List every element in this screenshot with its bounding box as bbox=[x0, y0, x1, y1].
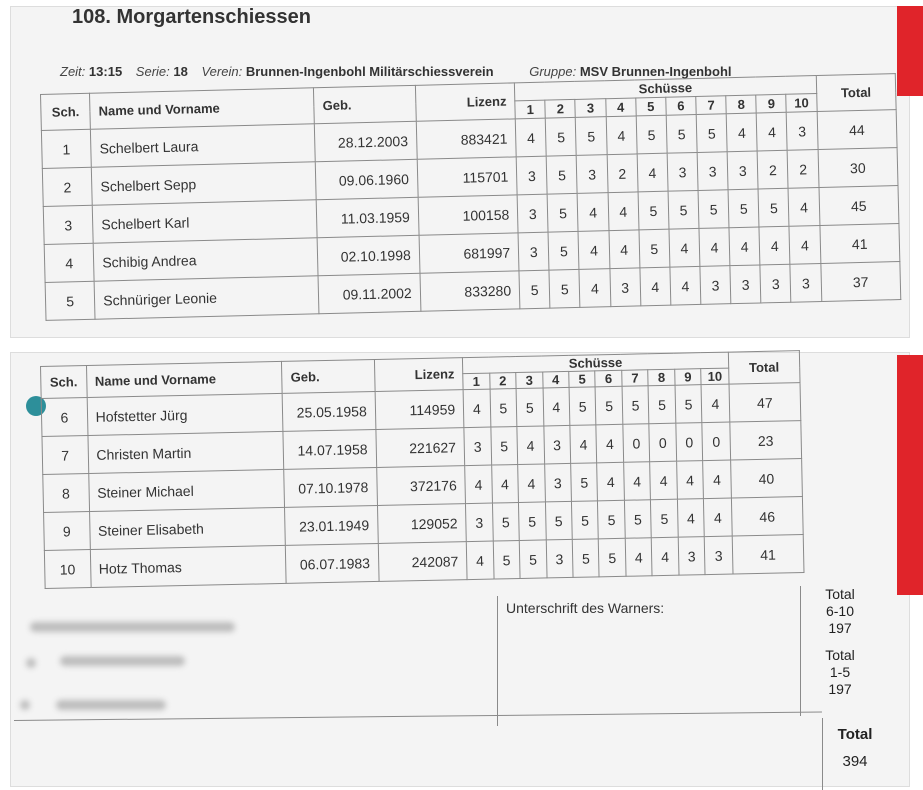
score-table-1-5 bbox=[40, 73, 901, 321]
shot-score: 5 bbox=[758, 188, 789, 227]
shot-score: 2 bbox=[607, 154, 638, 193]
gruppe-label: Gruppe: bbox=[529, 64, 577, 79]
signature-label: Unterschrift des Warners: bbox=[506, 600, 665, 616]
shot-score: 0 bbox=[702, 422, 730, 461]
total-6-10-value: 197 bbox=[828, 620, 852, 636]
col-geb: Geb. bbox=[282, 359, 375, 393]
shooter-name: Hofstetter Jürg bbox=[87, 393, 284, 435]
birth-date: 28.12.2003 bbox=[315, 121, 417, 161]
shot-score: 3 bbox=[518, 232, 549, 271]
shot-score: 5 bbox=[596, 386, 623, 425]
shot-score: 2 bbox=[757, 150, 788, 189]
shot-score: 4 bbox=[491, 465, 518, 504]
shot-score: 2 bbox=[788, 150, 819, 189]
shot-score: 5 bbox=[572, 539, 599, 578]
shooter-name: Steiner Elisabeth bbox=[89, 507, 286, 549]
shot-score: 4 bbox=[625, 538, 652, 577]
shot-score: 5 bbox=[569, 387, 596, 426]
license-number: 100158 bbox=[418, 195, 518, 235]
shot-score: 3 bbox=[464, 427, 491, 466]
shot-score: 4 bbox=[465, 465, 492, 504]
license-number: 372176 bbox=[376, 466, 465, 506]
shot-score: 4 bbox=[578, 193, 609, 232]
shot-number: 5 bbox=[569, 371, 596, 388]
shot-score: 4 bbox=[518, 464, 545, 503]
shot-score: 4 bbox=[788, 188, 819, 227]
row-total: 40 bbox=[730, 459, 802, 498]
shot-number: 6 bbox=[595, 370, 622, 387]
series-info bbox=[60, 64, 742, 79]
row-total: 46 bbox=[731, 497, 803, 536]
shot-score: 5 bbox=[622, 386, 649, 425]
shot-score: 4 bbox=[597, 462, 624, 501]
shooter-number: 3 bbox=[43, 205, 93, 244]
shot-score: 0 bbox=[623, 424, 650, 463]
shot-score: 4 bbox=[515, 118, 546, 157]
shot-number: 6 bbox=[666, 96, 697, 115]
shot-score: 5 bbox=[668, 190, 699, 229]
photo-top bbox=[10, 6, 910, 338]
verein-label: Verein: bbox=[201, 64, 243, 79]
license-number: 114959 bbox=[375, 390, 464, 430]
shot-score: 5 bbox=[519, 502, 546, 541]
col-geb: Geb. bbox=[314, 85, 416, 123]
signature-divider bbox=[497, 596, 498, 726]
shooter-name: Steiner Michael bbox=[88, 469, 285, 511]
shot-score: 3 bbox=[544, 463, 571, 502]
blurred-text bbox=[60, 656, 185, 666]
birth-date: 09.06.1960 bbox=[316, 159, 418, 199]
shot-score: 4 bbox=[608, 192, 639, 231]
col-schuesse: Schüsse bbox=[463, 352, 729, 374]
birth-date: 06.07.1983 bbox=[286, 543, 379, 583]
score-table-6-10 bbox=[40, 350, 805, 589]
shot-score: 4 bbox=[579, 269, 610, 308]
shot-number: 1 bbox=[515, 100, 546, 119]
shot-score: 4 bbox=[517, 426, 544, 465]
shot-number: 2 bbox=[545, 99, 576, 118]
shot-score: 5 bbox=[547, 193, 578, 232]
shot-score: 3 bbox=[704, 536, 732, 575]
total-1-5-range: 1-5 bbox=[829, 664, 851, 680]
birth-date: 07.10.1978 bbox=[284, 467, 377, 507]
shooter-name: Schnüriger Leonie bbox=[94, 276, 319, 319]
shooter-name: Schelbert Karl bbox=[92, 200, 317, 243]
shot-score: 4 bbox=[596, 424, 623, 463]
shot-score: 5 bbox=[546, 117, 577, 156]
subtotals bbox=[800, 586, 880, 698]
shot-score: 5 bbox=[516, 388, 543, 427]
total-1-5-value: 197 bbox=[828, 681, 852, 697]
verein-value: Brunnen-Ingenbohl Militärschiessverein bbox=[245, 64, 494, 79]
shot-score: 4 bbox=[570, 425, 597, 464]
col-total: Total bbox=[816, 74, 896, 112]
shot-score: 4 bbox=[670, 266, 701, 305]
shot-score: 4 bbox=[677, 499, 704, 538]
blurred-text bbox=[26, 658, 36, 668]
shot-score: 0 bbox=[676, 423, 703, 462]
birth-date: 09.11.2002 bbox=[318, 273, 420, 313]
blurred-text bbox=[56, 700, 166, 710]
col-name: Name und Vorname bbox=[90, 88, 315, 129]
license-number: 883421 bbox=[416, 119, 516, 159]
shooter-number: 6 bbox=[41, 398, 87, 437]
shot-score: 5 bbox=[491, 427, 518, 466]
shot-score: 5 bbox=[666, 114, 697, 153]
col-name: Name und Vorname bbox=[86, 361, 282, 397]
shot-score: 4 bbox=[703, 460, 731, 499]
shot-score: 4 bbox=[759, 226, 790, 265]
shot-score: 3 bbox=[543, 425, 570, 464]
shooter-number: 8 bbox=[43, 474, 89, 513]
shot-score: 3 bbox=[787, 112, 818, 151]
shot-number: 7 bbox=[696, 96, 727, 115]
shot-score: 3 bbox=[667, 152, 698, 191]
serie-value: 18 bbox=[173, 64, 188, 79]
shot-number: 10 bbox=[786, 94, 817, 113]
shooter-number: 9 bbox=[44, 512, 90, 551]
shot-score: 3 bbox=[546, 539, 573, 578]
shooter-number: 1 bbox=[41, 129, 91, 168]
shot-score: 5 bbox=[624, 500, 651, 539]
shooter-number: 2 bbox=[42, 167, 92, 206]
shot-score: 4 bbox=[756, 112, 787, 151]
zeit-label: Zeit: bbox=[60, 64, 86, 79]
shot-score: 4 bbox=[652, 537, 679, 576]
shot-number: 7 bbox=[622, 370, 649, 387]
shot-score: 5 bbox=[576, 117, 607, 156]
license-number: 242087 bbox=[378, 542, 467, 582]
shot-score: 3 bbox=[678, 537, 705, 576]
shot-number: 3 bbox=[575, 99, 606, 118]
shot-score: 5 bbox=[648, 385, 675, 424]
col-sch: Sch. bbox=[41, 366, 87, 399]
col-lizenz: Lizenz bbox=[415, 83, 515, 121]
shooter-number: 4 bbox=[44, 243, 94, 282]
blurred-text bbox=[20, 700, 30, 710]
shot-score: 5 bbox=[492, 503, 519, 542]
grand-total-value: 394 bbox=[842, 753, 868, 770]
row-total: 41 bbox=[820, 224, 900, 264]
shot-score: 4 bbox=[543, 387, 570, 426]
shot-score: 5 bbox=[696, 114, 727, 153]
grand-total bbox=[820, 726, 890, 770]
shot-score: 3 bbox=[730, 265, 761, 304]
shot-score: 3 bbox=[727, 151, 758, 190]
shot-score: 3 bbox=[466, 503, 493, 542]
shot-score: 3 bbox=[697, 152, 728, 191]
shot-score: 3 bbox=[790, 263, 821, 302]
shot-score: 3 bbox=[610, 268, 641, 307]
row-total: 41 bbox=[732, 535, 804, 574]
shot-score: 5 bbox=[651, 499, 678, 538]
zeit-value: 13:15 bbox=[88, 64, 123, 79]
shot-number: 10 bbox=[701, 368, 729, 385]
shot-score: 5 bbox=[545, 501, 572, 540]
shot-score: 5 bbox=[571, 501, 598, 540]
blurred-text bbox=[30, 622, 235, 632]
shot-score: 5 bbox=[698, 190, 729, 229]
total-6-10-range: 6-10 bbox=[825, 603, 855, 619]
shot-score: 5 bbox=[546, 155, 577, 194]
shooter-name: Christen Martin bbox=[88, 431, 285, 473]
shooter-number: 10 bbox=[44, 549, 90, 588]
row-total: 44 bbox=[817, 110, 897, 150]
shooter-name: Hotz Thomas bbox=[90, 545, 287, 587]
shot-score: 4 bbox=[640, 267, 671, 306]
shot-score: 4 bbox=[463, 389, 490, 428]
shot-score: 4 bbox=[637, 153, 668, 192]
shot-score: 4 bbox=[466, 541, 493, 580]
shot-score: 5 bbox=[638, 191, 669, 230]
license-number: 221627 bbox=[376, 428, 465, 468]
serie-label: Serie: bbox=[135, 64, 170, 79]
col-total: Total bbox=[728, 351, 800, 384]
shooter-number: 7 bbox=[42, 436, 88, 475]
shot-number: 3 bbox=[516, 372, 543, 389]
shot-score: 3 bbox=[577, 155, 608, 194]
shot-score: 5 bbox=[548, 231, 579, 270]
shot-score: 5 bbox=[636, 115, 667, 154]
shot-score: 5 bbox=[675, 385, 702, 424]
row-total: 45 bbox=[819, 186, 899, 226]
shot-score: 5 bbox=[549, 269, 580, 308]
shot-score: 4 bbox=[729, 227, 760, 266]
background-red-edge bbox=[897, 355, 923, 595]
birth-date: 23.01.1949 bbox=[285, 505, 378, 545]
shot-score: 5 bbox=[728, 189, 759, 228]
shot-score: 4 bbox=[609, 230, 640, 269]
shot-number: 8 bbox=[726, 95, 757, 114]
shooter-name: Schibig Andrea bbox=[93, 238, 318, 281]
shooter-number: 5 bbox=[45, 281, 95, 320]
shot-score: 4 bbox=[789, 225, 820, 264]
shot-score: 5 bbox=[599, 538, 626, 577]
shot-number: 9 bbox=[675, 369, 702, 386]
shot-number: 8 bbox=[648, 369, 675, 386]
shot-score: 4 bbox=[669, 228, 700, 267]
shot-number: 5 bbox=[636, 97, 667, 116]
row-total: 23 bbox=[730, 421, 802, 460]
shot-number: 1 bbox=[463, 373, 490, 390]
row-total: 47 bbox=[729, 383, 801, 422]
shot-number: 4 bbox=[605, 98, 636, 117]
shot-score: 4 bbox=[726, 113, 757, 152]
gruppe-value: MSV Brunnen-Ingenbohl bbox=[579, 64, 732, 79]
total-1-5-label: Total bbox=[825, 647, 855, 663]
shot-score: 4 bbox=[578, 231, 609, 270]
birth-date: 14.07.1958 bbox=[283, 429, 376, 469]
shot-score: 5 bbox=[490, 389, 517, 428]
shot-score: 4 bbox=[606, 116, 637, 155]
license-number: 681997 bbox=[419, 233, 519, 273]
row-total: 30 bbox=[818, 148, 898, 188]
shot-score: 5 bbox=[571, 463, 598, 502]
row-total: 37 bbox=[820, 262, 900, 302]
shot-score: 5 bbox=[598, 500, 625, 539]
shot-score: 3 bbox=[700, 266, 731, 305]
shot-score: 4 bbox=[676, 461, 703, 500]
col-sch: Sch. bbox=[41, 93, 91, 130]
shooter-name: Schelbert Sepp bbox=[92, 162, 317, 205]
total-6-10-label: Total bbox=[825, 586, 855, 602]
shot-score: 4 bbox=[704, 498, 732, 537]
shot-score: 0 bbox=[649, 423, 676, 462]
birth-date: 25.05.1958 bbox=[283, 391, 376, 431]
shot-score: 3 bbox=[516, 156, 547, 195]
license-number: 833280 bbox=[420, 271, 520, 311]
shot-score: 4 bbox=[624, 462, 651, 501]
birth-date: 11.03.1959 bbox=[316, 197, 418, 237]
shot-score: 3 bbox=[760, 264, 791, 303]
shot-score: 4 bbox=[699, 228, 730, 267]
shot-score: 3 bbox=[517, 194, 548, 233]
shot-score: 4 bbox=[701, 384, 729, 423]
shot-score: 5 bbox=[493, 540, 520, 579]
shot-number: 2 bbox=[489, 373, 516, 390]
birth-date: 02.10.1998 bbox=[317, 235, 419, 275]
shot-score: 5 bbox=[639, 229, 670, 268]
shooter-name: Schelbert Laura bbox=[91, 124, 316, 167]
shot-score: 5 bbox=[519, 270, 550, 309]
shot-score: 4 bbox=[650, 461, 677, 500]
background-red-edge bbox=[897, 6, 923, 96]
license-number: 115701 bbox=[417, 157, 517, 197]
shot-number: 9 bbox=[756, 94, 787, 113]
col-lizenz: Lizenz bbox=[374, 358, 463, 392]
shot-number: 4 bbox=[542, 371, 569, 388]
col-schuesse: Schüsse bbox=[515, 76, 817, 101]
shot-score: 5 bbox=[519, 540, 546, 579]
grand-total-label: Total bbox=[837, 726, 873, 743]
page-title: 108. Morgartenschiessen bbox=[72, 6, 311, 28]
license-number: 129052 bbox=[377, 504, 466, 544]
